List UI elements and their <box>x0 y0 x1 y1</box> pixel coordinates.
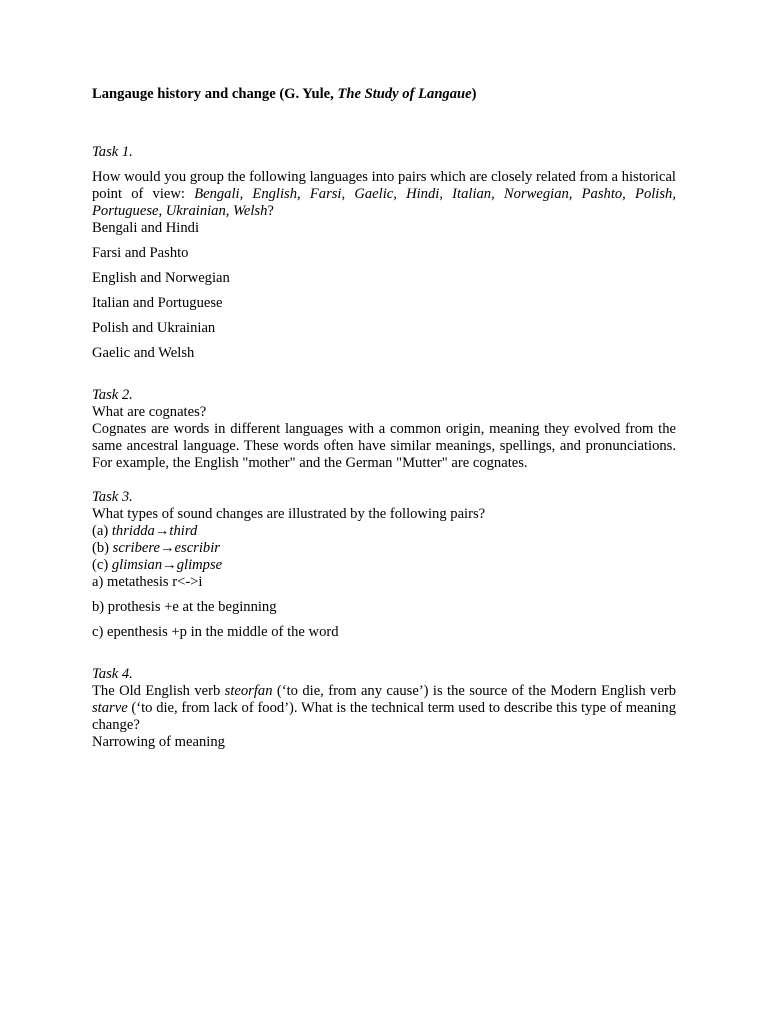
task-1-language-list: Bengali, English, Farsi, Gaelic, Hindi, Italian, Norwegian, Pashto, Polish, Portuguese, Ukrainian, Welsh <box>92 186 676 219</box>
task-4-old-english-word: steorfan <box>224 683 273 699</box>
task-4-answer: Narrowing of meaning <box>92 734 225 750</box>
task-1-answer: Farsi and Pashto <box>92 245 189 261</box>
task-1-label: Task 1. <box>92 144 133 160</box>
pair-words: glimsian→glimpse <box>111 557 223 573</box>
task-3-pair <box>92 540 676 557</box>
task-2-question: What are cognates? <box>92 404 207 420</box>
task-3-pair <box>92 557 676 574</box>
task-2-label: Task 2. <box>92 387 133 403</box>
title-book: The Study of Langaue <box>337 86 472 102</box>
pair-marker: (b) <box>92 540 113 556</box>
task-2 <box>92 387 676 472</box>
task-4-question-part: (‘to die, from lack of food’). What is the technical term used to describe this type of meaning change? <box>92 700 676 733</box>
task-1-answer: English and Norwegian <box>92 270 230 286</box>
task-1-question <box>92 169 676 220</box>
title-suffix: ) <box>471 86 477 102</box>
task-4-question-part: The Old English verb <box>92 683 225 699</box>
task-3-question: What types of sound changes are illustrated by the following pairs? <box>92 506 486 522</box>
task-4-question <box>92 683 676 734</box>
task-1 <box>92 144 676 362</box>
task-2-answer: Cognates are words in different languages with a common origin, meaning they evolved from the same ancestral language. These words often have similar meanings, spellings, and pronunciations. For example, the English "mother" and the German "Mutter" are cognates. <box>92 421 676 471</box>
task-1-answer: Italian and Portuguese <box>92 295 223 311</box>
pair-marker: (c) <box>92 557 112 573</box>
pair-words: scribere→escribir <box>112 540 220 556</box>
pair-words: thridda→third <box>111 523 198 539</box>
document-title <box>92 86 676 103</box>
task-3 <box>92 489 676 641</box>
task-4 <box>92 666 676 751</box>
task-1-answers <box>92 220 676 362</box>
task-3-answer: b) prothesis +e at the beginning <box>92 599 277 615</box>
pair-marker: (a) <box>92 523 112 539</box>
task-1-answer: Bengali and Hindi <box>92 220 200 236</box>
document-body <box>92 86 676 751</box>
task-3-answer: a) metathesis r<->i <box>92 574 203 590</box>
task-4-modern-english-word: starve <box>92 700 128 716</box>
task-3-answers <box>92 574 676 641</box>
task-1-question-end: ? <box>267 203 274 219</box>
task-3-pair <box>92 523 676 540</box>
task-1-answer: Gaelic and Welsh <box>92 345 195 361</box>
task-4-label: Task 4. <box>92 666 133 682</box>
task-3-label: Task 3. <box>92 489 133 505</box>
task-1-question-text: How would you group the following languages into pairs which are closely related from a historical point of view: <box>92 169 676 202</box>
title-prefix: Langauge history and change (G. Yule, <box>92 86 338 102</box>
task-1-answer: Polish and Ukrainian <box>92 320 216 336</box>
task-3-answer: c) epenthesis +p in the middle of the word <box>92 624 339 640</box>
task-4-question-part: (‘to die, from any cause’) is the source of the Modern English verb <box>272 683 676 699</box>
